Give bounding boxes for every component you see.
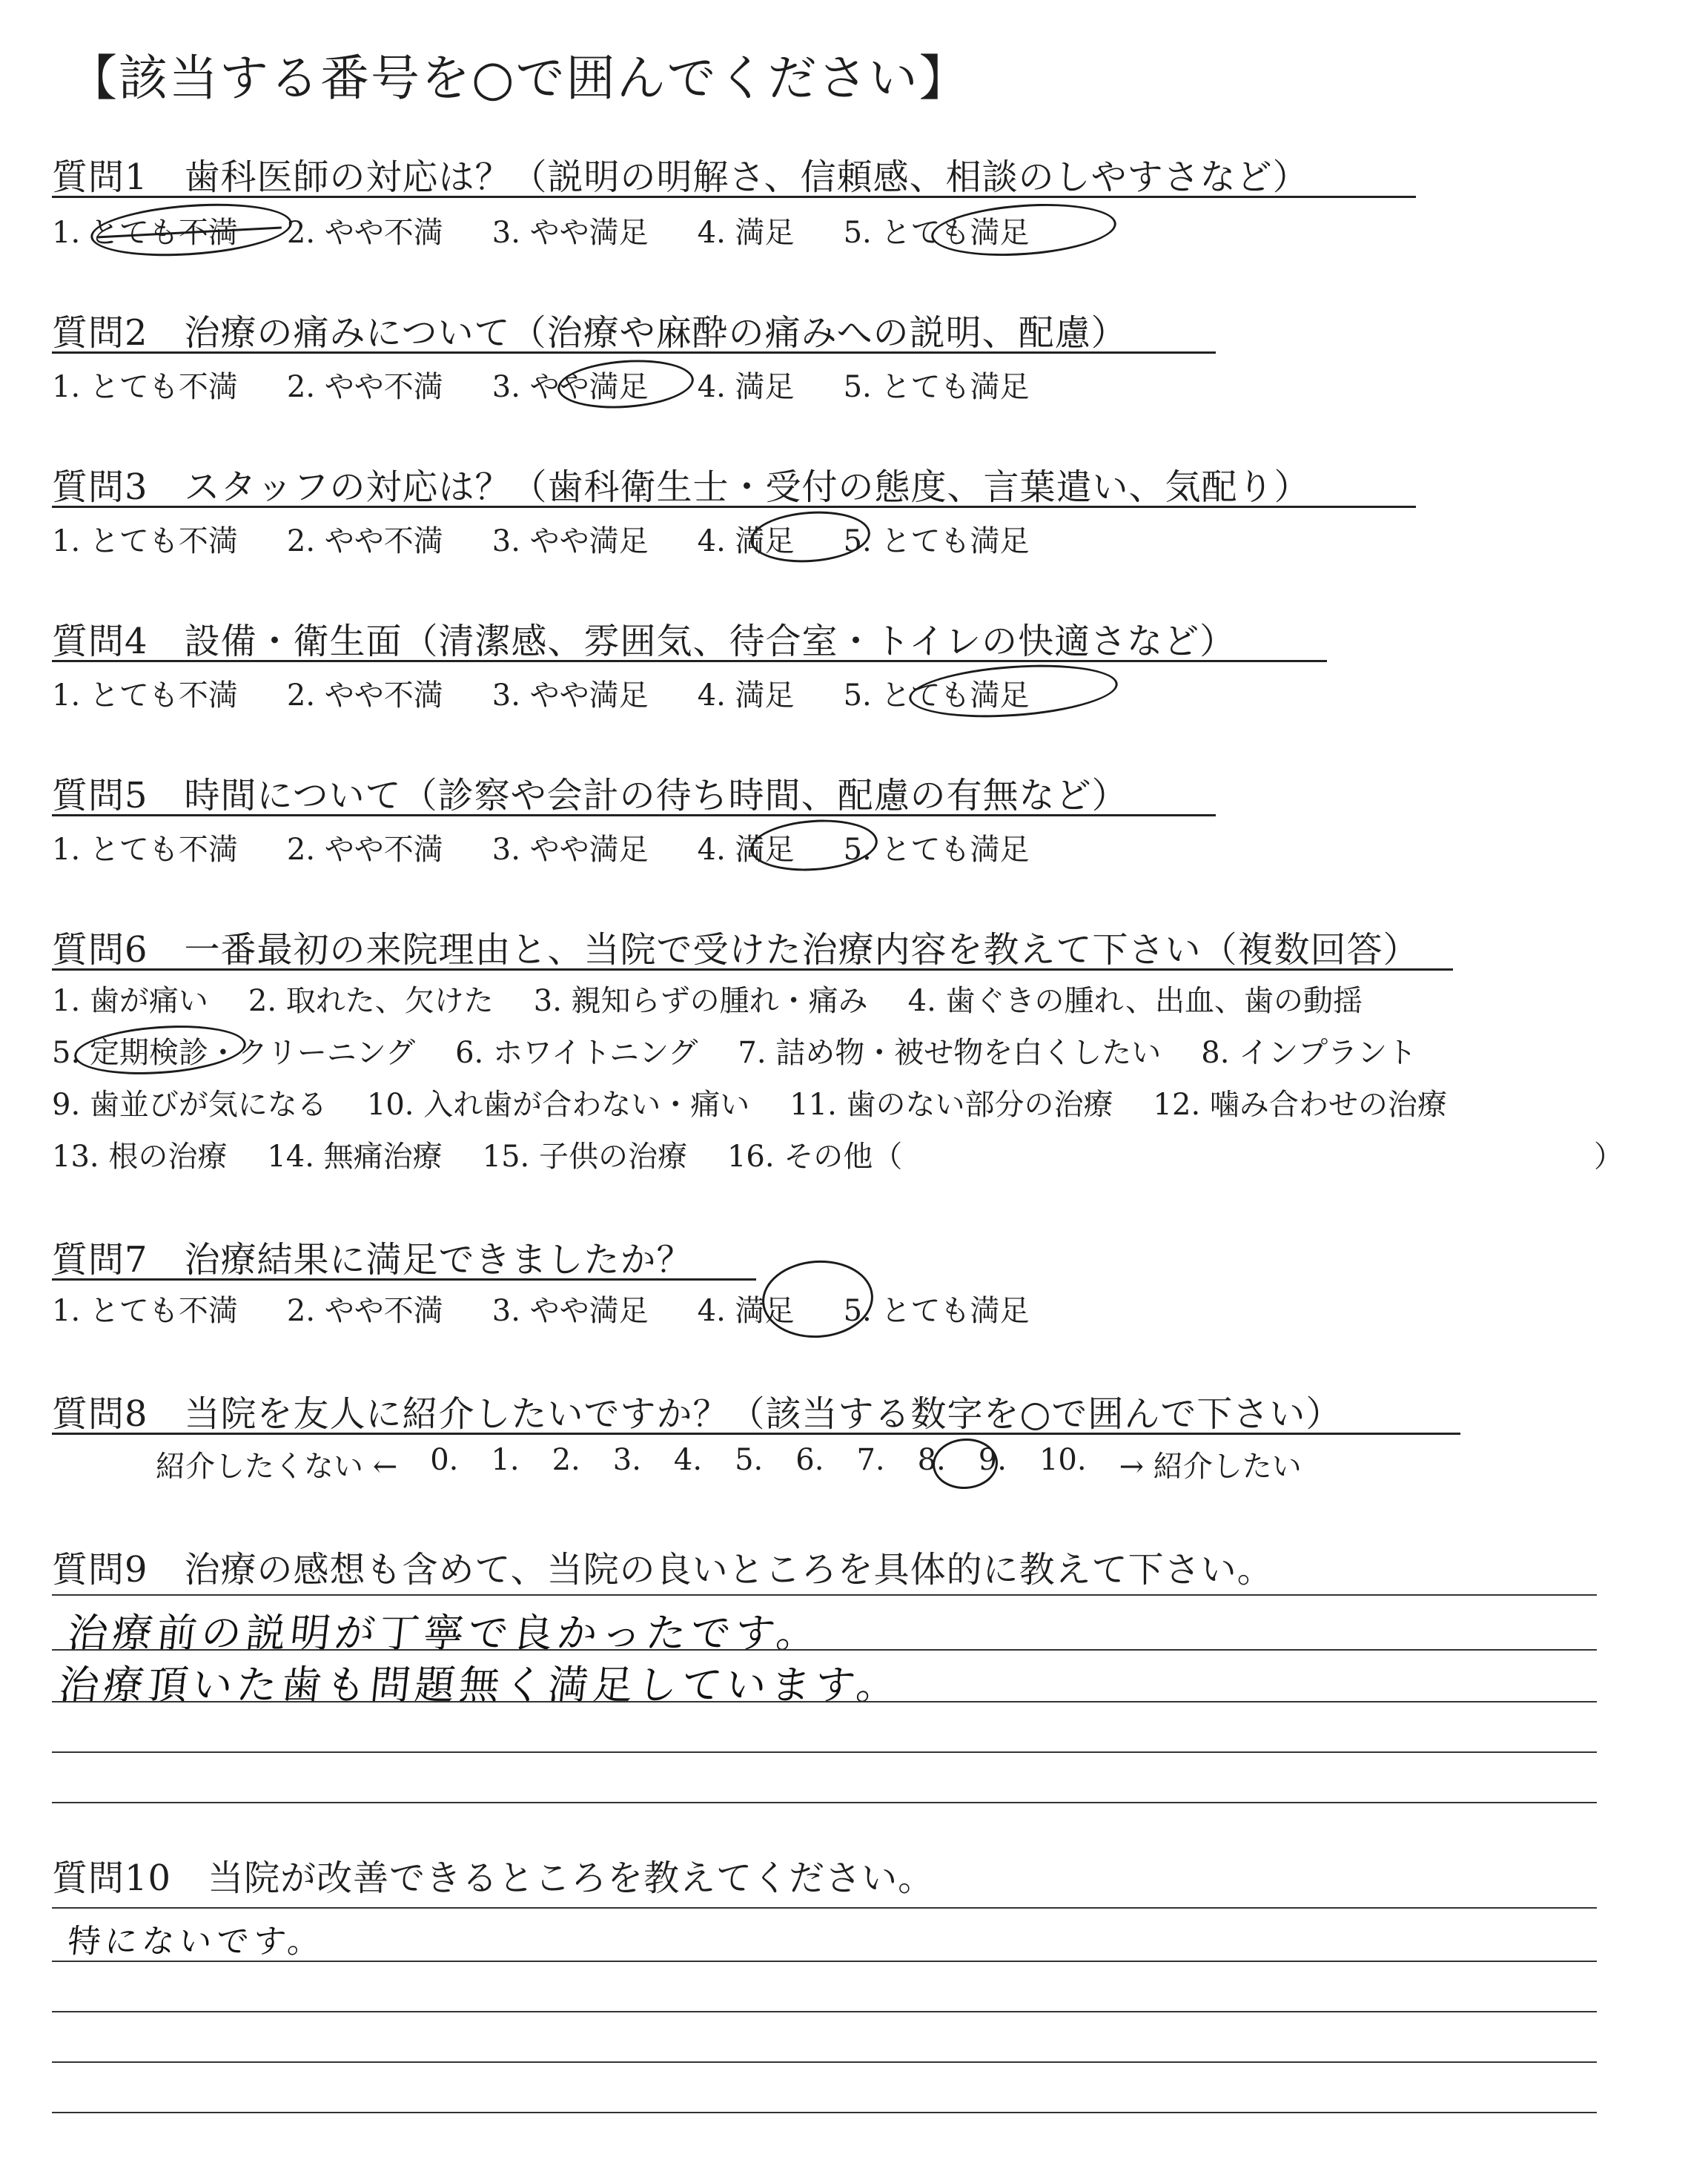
q7-option-5[interactable]: 5. とても満足 — [843, 1294, 1030, 1328]
q6-option-14[interactable]: 14. 無痛治療 — [267, 1140, 443, 1174]
q6-option-12[interactable]: 12. 噛み合わせの治療 — [1153, 1088, 1447, 1122]
q8-option-7[interactable]: 7. — [856, 1443, 885, 1477]
q10-write-line-3 — [52, 2011, 1597, 2012]
q3-option-1[interactable]: 1. とても不満 — [52, 524, 238, 558]
q4-title: 質問4 設備・衛生面（清潔感、雰囲気、待合室・トイレの快適さなど） — [52, 621, 1237, 662]
q7-option-4[interactable]: 4. 満足 — [697, 1294, 795, 1328]
q1-title: 質問1 歯科医師の対応は？（説明の明解さ、信頼感、相談のしやすさなど） — [52, 156, 1309, 198]
q3-options — [52, 518, 1029, 560]
q1-underline — [52, 196, 1416, 198]
q8-title: 質問8 当院を友人に紹介したいですか？（該当する数字を○で囲んで下さい） — [52, 1393, 1343, 1435]
q7-options — [52, 1287, 1029, 1330]
q8-option-8[interactable]: 8. — [917, 1443, 946, 1477]
q1-option-3[interactable]: 3. やや満足 — [491, 216, 649, 250]
q4-underline — [52, 660, 1327, 662]
q6-option-2[interactable]: 2. 取れた、欠けた — [248, 984, 494, 1018]
q3-option-2[interactable]: 2. やや不満 — [286, 524, 443, 558]
q6-other-close-paren: ） — [1594, 1140, 1623, 1174]
q4-handwritten-circle — [907, 658, 1119, 724]
q7-title: 質問7 治療結果に満足できましたか？ — [52, 1239, 693, 1281]
q1-option-2[interactable]: 2. やや不満 — [286, 216, 443, 250]
q10-answer-line-1: 特にないです。 — [65, 1923, 327, 1961]
q6-option-15[interactable]: 15. 子供の治療 — [482, 1140, 687, 1174]
q8-left-label: 紹介したくない ← — [156, 1450, 398, 1484]
q1-handwritten-circle-1 — [89, 198, 294, 262]
q4-options — [52, 672, 1029, 714]
q7-option-1[interactable]: 1. とても不満 — [52, 1294, 238, 1328]
q8-option-9[interactable]: 9. — [978, 1443, 1007, 1477]
q8-option-5[interactable]: 5. — [735, 1443, 764, 1477]
q10-write-line-4 — [52, 2061, 1597, 2063]
q9-write-line-5 — [52, 1802, 1597, 1803]
q6-row-3 — [52, 1081, 1447, 1123]
q8-option-4[interactable]: 4. — [673, 1443, 703, 1477]
q10-write-line-5 — [52, 2112, 1597, 2113]
q9-write-line-3 — [52, 1701, 1597, 1702]
q2-option-2[interactable]: 2. やや不満 — [286, 370, 443, 404]
q5-options — [52, 826, 1029, 868]
q8-right-label: → 紹介したい — [1119, 1450, 1302, 1484]
q2-underline — [52, 351, 1216, 354]
q8-option-10[interactable]: 10. — [1039, 1443, 1087, 1477]
q4-option-5[interactable]: 5. とても満足 — [843, 678, 1030, 713]
q8-option-6[interactable]: 6. — [795, 1443, 824, 1477]
q8-option-0[interactable]: 0. — [430, 1443, 459, 1477]
q6-option-9[interactable]: 9. 歯並びが気になる — [52, 1088, 327, 1122]
q2-options — [52, 363, 1029, 406]
form-header: 【該当する番号を○で囲んでください】 — [68, 50, 970, 107]
q5-option-5[interactable]: 5. とても満足 — [843, 833, 1030, 867]
q6-option-16[interactable]: 16. その他（ — [726, 1140, 903, 1174]
q1-option-5[interactable]: 5. とても満足 — [843, 216, 1030, 250]
q6-row-2 — [52, 1029, 1417, 1071]
q6-option-8[interactable]: 8. インプラント — [1201, 1036, 1417, 1070]
q9-answer-line-2: 治療頂いた歯も問題無く満足しています。 — [56, 1662, 904, 1708]
q8-option-2[interactable]: 2. — [552, 1443, 580, 1477]
q2-option-5[interactable]: 5. とても満足 — [843, 370, 1030, 404]
q7-underline — [52, 1278, 756, 1281]
q10-write-line-1 — [52, 1907, 1597, 1909]
q2-option-3[interactable]: 3. やや満足 — [491, 370, 649, 404]
q6-row-1 — [52, 977, 1363, 1020]
q7-option-3[interactable]: 3. やや満足 — [491, 1294, 649, 1328]
q6-option-5[interactable]: 5. 定期検診・クリーニング — [52, 1036, 416, 1070]
q2-option-1[interactable]: 1. とても不満 — [52, 370, 238, 404]
q3-option-3[interactable]: 3. やや満足 — [491, 524, 649, 558]
q4-option-3[interactable]: 3. やや満足 — [491, 678, 649, 713]
q6-underline — [52, 968, 1453, 971]
q10-title: 質問10 当院が改善できるところを教えてください。 — [52, 1857, 935, 1899]
q7-option-2[interactable]: 2. やや不満 — [286, 1294, 443, 1328]
q6-option-11[interactable]: 11. 歯のない部分の治療 — [790, 1088, 1113, 1122]
q6-option-10[interactable]: 10. 入れ歯が合わない・痛い — [366, 1088, 750, 1122]
q3-option-4[interactable]: 4. 満足 — [697, 524, 795, 558]
q9-answer-line-1: 治療前の説明が丁寧で良かったです。 — [65, 1610, 824, 1657]
q6-row-4 — [52, 1133, 902, 1175]
q9-write-line-4 — [52, 1751, 1597, 1753]
q6-option-3[interactable]: 3. 親知らずの腫れ・痛み — [533, 984, 868, 1018]
q4-option-4[interactable]: 4. 満足 — [697, 678, 795, 713]
q6-option-7[interactable]: 7. 詰め物・被せ物を白くしたい — [738, 1036, 1162, 1070]
q9-write-line-1 — [52, 1594, 1597, 1596]
q3-title: 質問3 スタッフの対応は？（歯科衛生士・受付の態度、言葉遣い、気配り） — [52, 466, 1311, 508]
q6-option-13[interactable]: 13. 根の治療 — [52, 1140, 228, 1174]
q6-option-4[interactable]: 4. 歯ぐきの腫れ、出血、歯の動揺 — [907, 984, 1363, 1018]
q1-option-1[interactable]: 1. とても不満 — [52, 216, 238, 250]
q2-title: 質問2 治療の痛みについて（治療や麻酔の痛みへの説明、配慮） — [52, 312, 1128, 354]
q8-option-3[interactable]: 3. — [612, 1443, 641, 1477]
q8-scale — [156, 1443, 1334, 1485]
q5-option-4[interactable]: 4. 満足 — [697, 833, 795, 867]
q5-title: 質問5 時間について（診察や会計の待ち時間、配慮の有無など） — [52, 775, 1128, 816]
q9-title: 質問9 治療の感想も含めて、当院の良いところを具体的に教えて下さい。 — [52, 1549, 1274, 1591]
q3-underline — [52, 506, 1416, 508]
q4-option-2[interactable]: 2. やや不満 — [286, 678, 443, 713]
q3-option-5[interactable]: 5. とても満足 — [843, 524, 1030, 558]
q1-handwritten-circle-5 — [930, 198, 1118, 261]
q5-option-1[interactable]: 1. とても不満 — [52, 833, 238, 867]
q6-title: 質問6 一番最初の来院理由と、当院で受けた治療内容を教えて下さい（複数回答） — [52, 929, 1420, 971]
q10-write-line-2 — [52, 1961, 1597, 1962]
q9-write-line-2 — [52, 1649, 1597, 1651]
q8-underline — [52, 1433, 1460, 1435]
q6-option-6[interactable]: 6. ホワイトニング — [455, 1036, 698, 1070]
q5-underline — [52, 814, 1216, 816]
q8-option-1[interactable]: 1. — [491, 1443, 520, 1477]
q1-option-4[interactable]: 4. 満足 — [697, 216, 795, 250]
q2-option-4[interactable]: 4. 満足 — [697, 370, 795, 404]
q5-option-2[interactable]: 2. やや不満 — [286, 833, 443, 867]
q6-option-1[interactable]: 1. 歯が痛い — [52, 984, 208, 1018]
q5-option-3[interactable]: 3. やや満足 — [491, 833, 649, 867]
q4-option-1[interactable]: 1. とても不満 — [52, 678, 238, 713]
